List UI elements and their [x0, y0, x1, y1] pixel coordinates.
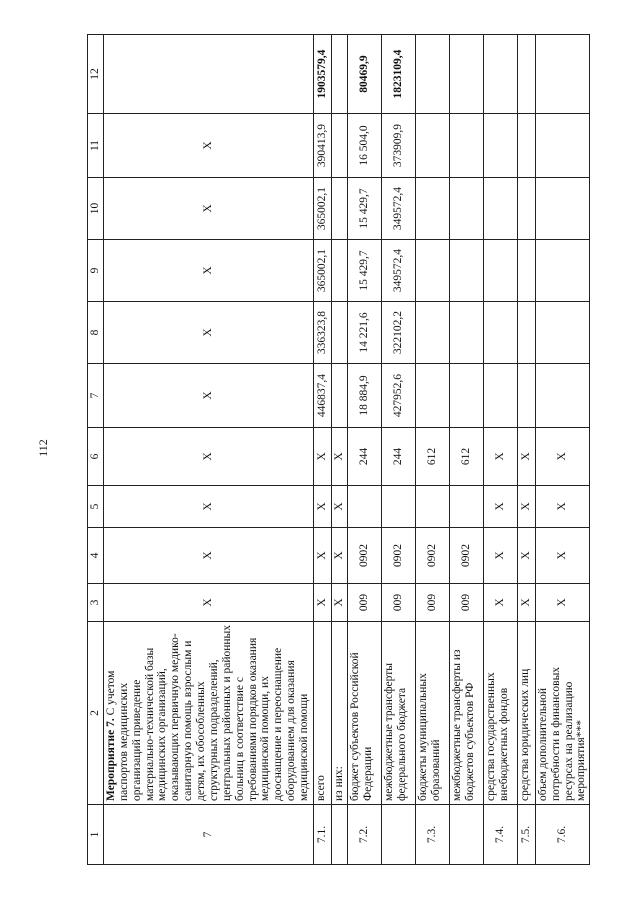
row-id: 7.2. — [347, 805, 381, 865]
table-cell — [483, 178, 517, 240]
table-cell — [517, 178, 535, 240]
measure-title: Мероприятие 7. — [104, 718, 117, 801]
header-cell: 1 — [88, 805, 104, 865]
header-cell: 10 — [88, 178, 104, 240]
table-cell: 244 — [381, 428, 415, 486]
table-cell — [331, 240, 347, 302]
row-id: 7 — [103, 805, 313, 865]
measure-text: С учетом паспортов медицинских организаций приведение материально-технической базы медицинских организаций, оказывающих первичную медико-санитарную помощь взрослым и детям, их обособленных структурных подразделений, центральных районных и районных больниц в соответствие с требованиями порядков оказания медицинской помощи, их дооснащение и переоснащение оборудованием для оказания медицинской помощи — [104, 624, 310, 801]
header-cell: 7 — [88, 364, 104, 428]
header-cell: 2 — [88, 622, 104, 805]
table-cell: 244 — [347, 428, 381, 486]
table-cell — [103, 35, 313, 114]
row-id — [331, 805, 347, 865]
table-cell: X — [313, 584, 331, 622]
table-cell — [415, 486, 449, 528]
table-cell: X — [313, 428, 331, 486]
measure-description — [103, 622, 313, 805]
row-name: средства государственных внебюджетных фондов — [483, 622, 517, 805]
table-cell: X — [331, 584, 347, 622]
header-cell: 3 — [88, 584, 104, 622]
table-cell — [415, 114, 449, 178]
table-cell — [449, 35, 483, 114]
table-cell — [535, 364, 590, 428]
table-cell — [483, 302, 517, 364]
table-cell — [517, 35, 535, 114]
header-cell: 9 — [88, 240, 104, 302]
table-cell — [483, 35, 517, 114]
table-cell — [331, 364, 347, 428]
table-cell: X — [517, 486, 535, 528]
table-cell: 612 — [415, 428, 449, 486]
table-row — [535, 35, 590, 865]
row-id: 7.3. — [415, 805, 449, 865]
table-cell: X — [517, 428, 535, 486]
table-cell — [331, 35, 347, 114]
table-cell: 15 429,7 — [347, 240, 381, 302]
header-row — [88, 35, 104, 865]
table-cell — [449, 240, 483, 302]
table-cell: 349572,4 — [381, 178, 415, 240]
table-cell — [535, 35, 590, 114]
table-cell: 15 429,7 — [347, 178, 381, 240]
table-cell: X — [483, 428, 517, 486]
table-cell: X — [103, 364, 313, 428]
table-cell — [483, 364, 517, 428]
table-cell: 009 — [415, 584, 449, 622]
table-cell: X — [517, 584, 535, 622]
table-cell — [347, 486, 381, 528]
table-cell: 009 — [347, 584, 381, 622]
row-id: 7.6. — [535, 805, 590, 865]
table-cell — [535, 178, 590, 240]
table-cell: 009 — [449, 584, 483, 622]
table-cell: X — [103, 302, 313, 364]
table-cell: 365002,1 — [313, 240, 331, 302]
table-cell: 612 — [449, 428, 483, 486]
table-cell: 427952,6 — [381, 364, 415, 428]
table-row — [415, 35, 449, 865]
row-id: 7.4. — [483, 805, 517, 865]
table-cell — [535, 114, 590, 178]
table-row — [313, 35, 331, 865]
table-cell — [331, 302, 347, 364]
table-cell: 349572,4 — [381, 240, 415, 302]
table-cell: X — [103, 240, 313, 302]
table-cell: X — [535, 428, 590, 486]
table-cell: 16 504,0 — [347, 114, 381, 178]
table-cell: 14 221,6 — [347, 302, 381, 364]
table-cell — [517, 114, 535, 178]
row-name: межбюджетные трансферты федерального бюджета — [381, 622, 415, 805]
table-cell: X — [535, 528, 590, 584]
table-cell: X — [517, 528, 535, 584]
table-cell: X — [103, 528, 313, 584]
header-cell: 5 — [88, 486, 104, 528]
table-cell: 446837,4 — [313, 364, 331, 428]
table-cell: X — [483, 584, 517, 622]
row-id — [449, 805, 483, 865]
table-cell — [449, 486, 483, 528]
table-cell — [517, 302, 535, 364]
table-cell: 0902 — [415, 528, 449, 584]
table-cell: 009 — [381, 584, 415, 622]
table-cell — [415, 178, 449, 240]
table-cell: X — [103, 584, 313, 622]
row-name: из них: — [331, 622, 347, 805]
table-cell: X — [331, 528, 347, 584]
header-cell: 11 — [88, 114, 104, 178]
table-cell — [415, 35, 449, 114]
header-cell: 4 — [88, 528, 104, 584]
header-cell: 12 — [88, 35, 104, 114]
table-cell — [449, 302, 483, 364]
table-cell: 373909,9 — [381, 114, 415, 178]
table-cell — [483, 240, 517, 302]
table-cell: 1903579,4 — [313, 35, 331, 114]
row-name: бюджет субъектов Российской Федерации — [347, 622, 381, 805]
table-cell — [535, 302, 590, 364]
table-cell: 0902 — [347, 528, 381, 584]
table-cell: 18 884,9 — [347, 364, 381, 428]
row-name: бюджеты муниципальных образований — [415, 622, 449, 805]
table-cell: X — [483, 486, 517, 528]
row-name: межбюджетные трансферты из бюджетов субъектов РФ — [449, 622, 483, 805]
table-cell: X — [331, 486, 347, 528]
table-cell — [331, 178, 347, 240]
table-cell — [517, 364, 535, 428]
table-cell: 0902 — [381, 528, 415, 584]
table-cell — [331, 114, 347, 178]
header-cell: 8 — [88, 302, 104, 364]
table-cell: X — [103, 178, 313, 240]
table-cell: X — [535, 584, 590, 622]
row-name: средства юридических лиц — [517, 622, 535, 805]
rotated-table-container — [87, 35, 588, 865]
row-id: 7.1. — [313, 805, 331, 865]
table-cell: X — [313, 486, 331, 528]
table-row — [347, 35, 381, 865]
table-cell: X — [103, 486, 313, 528]
table-row — [331, 35, 347, 865]
table-cell: X — [313, 528, 331, 584]
table-cell: 0902 — [449, 528, 483, 584]
table-cell — [483, 114, 517, 178]
table-cell: 336323,8 — [313, 302, 331, 364]
table-cell — [449, 178, 483, 240]
table-cell: X — [331, 428, 347, 486]
header-cell: 6 — [88, 428, 104, 486]
table-cell — [449, 114, 483, 178]
table-cell: 1823109,4 — [381, 35, 415, 114]
row-id — [381, 805, 415, 865]
table-cell — [517, 240, 535, 302]
table-cell — [381, 486, 415, 528]
table-cell — [415, 364, 449, 428]
table-cell: X — [483, 528, 517, 584]
table-cell — [449, 364, 483, 428]
page-number: 112 — [36, 439, 50, 457]
table-cell: X — [103, 114, 313, 178]
row-name: всего — [313, 622, 331, 805]
table-cell: 365002,1 — [313, 178, 331, 240]
budget-table — [87, 34, 590, 865]
table-cell: 80469,9 — [347, 35, 381, 114]
table-cell: 390413,9 — [313, 114, 331, 178]
table-cell — [415, 240, 449, 302]
table-row — [483, 35, 517, 865]
table-row — [381, 35, 415, 865]
table-row — [517, 35, 535, 865]
table-cell — [535, 240, 590, 302]
row-name: объем дополнительной потребности в финансовых ресурсах на реализацию мероприятия*** — [535, 622, 590, 805]
table-cell: X — [535, 486, 590, 528]
table-cell: 322102,2 — [381, 302, 415, 364]
table-cell: X — [103, 428, 313, 486]
table-cell — [415, 302, 449, 364]
measure-row — [103, 35, 313, 865]
row-id: 7.5. — [517, 805, 535, 865]
table-row — [449, 35, 483, 865]
